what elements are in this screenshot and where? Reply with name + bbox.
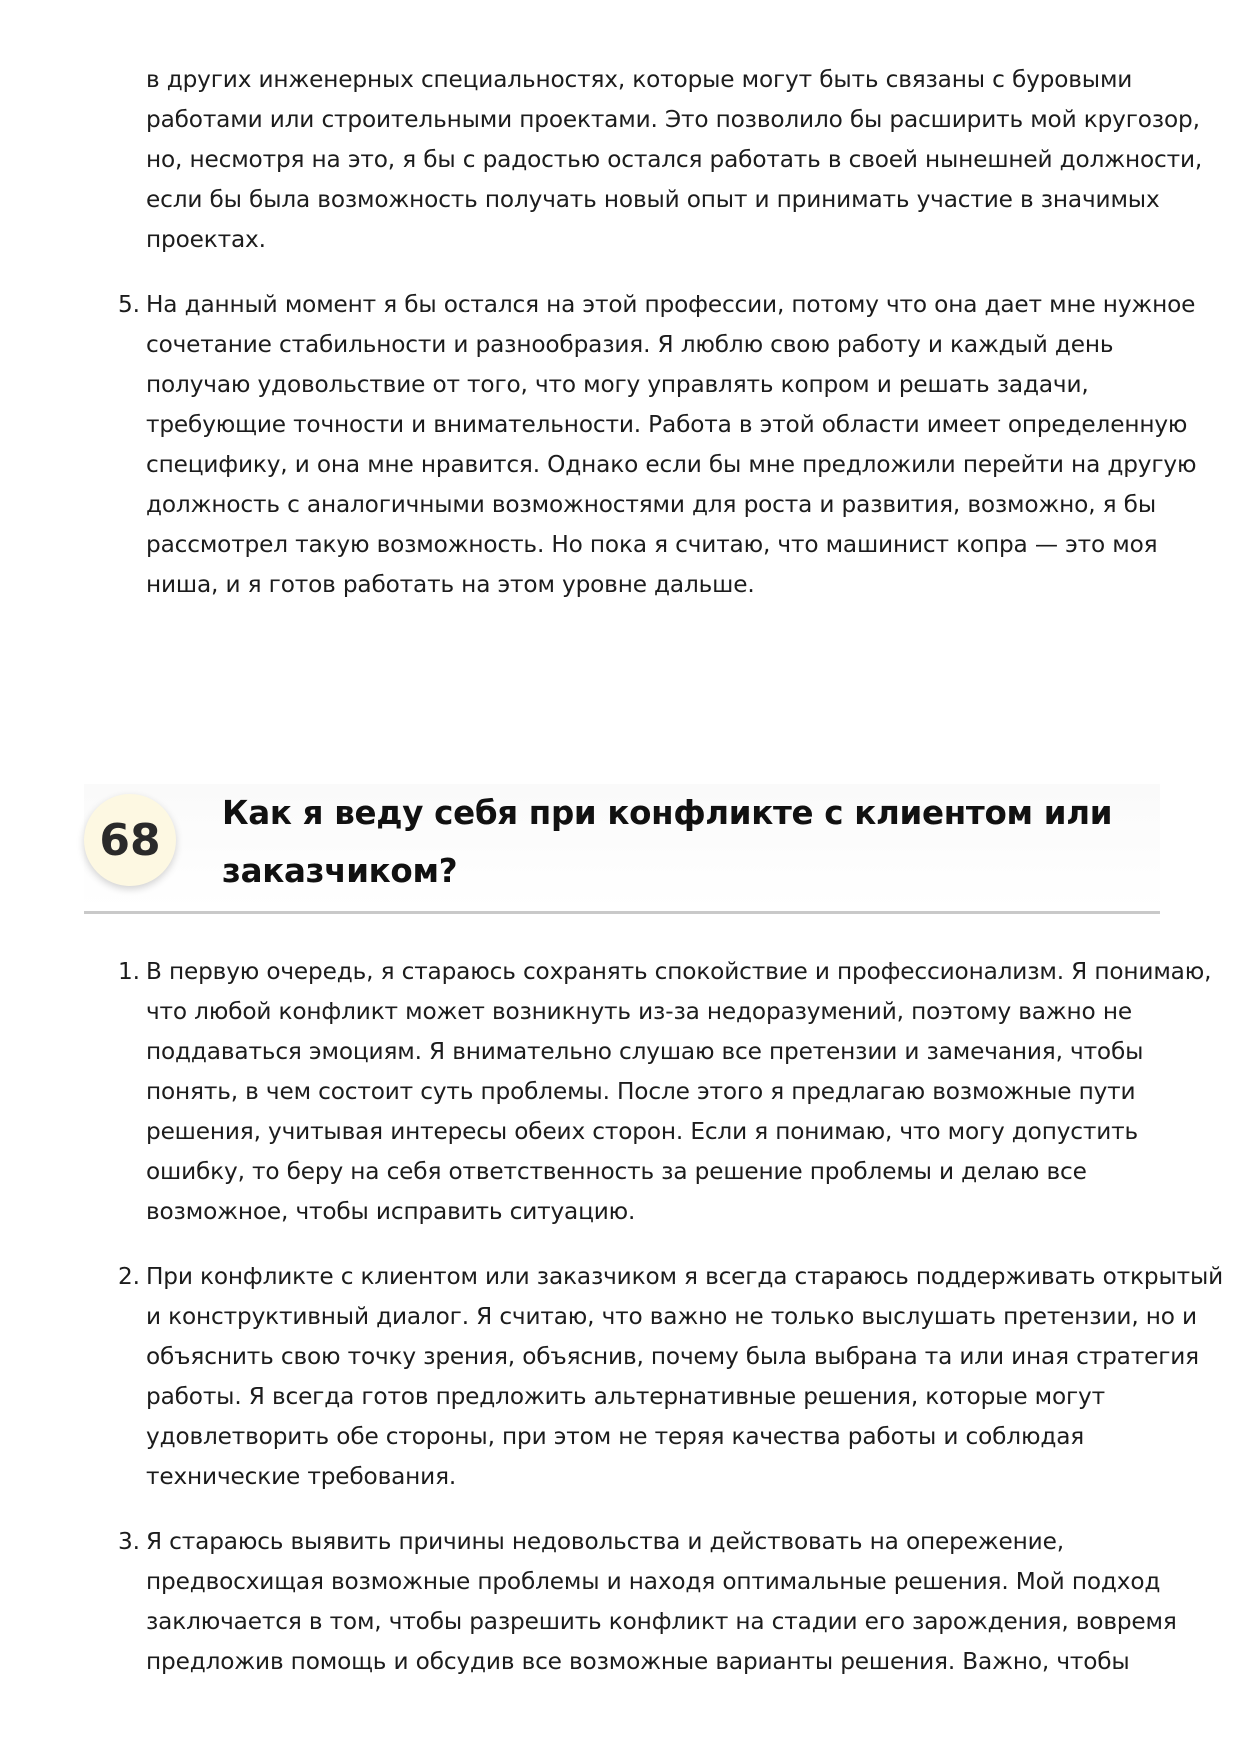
intro-paragraph [146, 60, 1203, 260]
text-line: и конструктивный диалог. Я считаю, что важно не только выслушать претензии, но и [146, 1303, 1197, 1330]
text-line: предложив помощь и обсудив все возможные варианты решения. Важно, чтобы [146, 1648, 1130, 1675]
text-line: поддаваться эмоциям. Я внимательно слушаю все претензии и замечания, чтобы [146, 1038, 1144, 1065]
text-line: ошибку, то беру на себя ответственность за решение проблемы и делаю все [146, 1158, 1087, 1185]
text-line: В первую очередь, я стараюсь сохранять спокойствие и профессионализм. Я понимаю, [146, 958, 1212, 985]
text-line: объяснить свою точку зрения, объяснив, почему была выбрана та или иная стратегия [146, 1343, 1199, 1370]
list-item-3 [118, 1522, 1177, 1682]
text-line: предвосхищая возможные проблемы и находя оптимальные решения. Мой подход [146, 1568, 1161, 1595]
text-line: решения, учитывая интересы обеих сторон. Если я понимаю, что могу допустить [146, 1118, 1139, 1145]
list-item-number: 5. [118, 291, 140, 318]
text-line: При конфликте с клиентом или заказчиком я всегда стараюсь поддерживать открытый [146, 1263, 1224, 1290]
section-title-line: Как я веду себя при конфликте с клиентом или [222, 794, 1113, 832]
text-line: в других инженерных специальностях, которые могут быть связаны с буровыми [146, 66, 1133, 93]
text-line: ниша, и я готов работать на этом уровне дальше. [146, 571, 755, 598]
text-line: получаю удовольствие от того, что могу управлять копром и решать задачи, [146, 371, 1089, 398]
text-line: должность с аналогичными возможностями для роста и развития, возможно, я бы [146, 491, 1156, 518]
list-item-number: 2. [118, 1263, 140, 1290]
list-item-2 [118, 1257, 1224, 1497]
list-item-1 [118, 952, 1212, 1232]
text-line: работы. Я всегда готов предложить альтернативные решения, которые могут [146, 1383, 1105, 1410]
section-number-badge: 68 [84, 794, 176, 886]
text-line: рассмотрел такую возможность. Но пока я считаю, что машинист копра — это моя [146, 531, 1158, 558]
text-line: проектах. [146, 226, 266, 253]
text-line: возможное, чтобы исправить ситуацию. [146, 1198, 636, 1225]
text-line: что любой конфликт может возникнуть из-за недоразумений, поэтому важно не [146, 998, 1132, 1025]
list-item-number: 3. [118, 1528, 140, 1555]
text-line: технические требования. [146, 1463, 457, 1490]
text-line: понять, в чем состоит суть проблемы. После этого я предлагаю возможные пути [146, 1078, 1136, 1105]
heading-divider [84, 911, 1160, 914]
text-line: заключается в том, чтобы разрешить конфликт на стадии его зарождения, вовремя [146, 1608, 1177, 1635]
list-item-number: 1. [118, 958, 140, 985]
text-line: сочетание стабильности и разнообразия. Я люблю свою работу и каждый день [146, 331, 1114, 358]
text-line: но, несмотря на это, я бы с радостью остался работать в своей нынешней должности, [146, 146, 1203, 173]
list-item-5 [118, 285, 1197, 605]
text-line: если бы была возможность получать новый опыт и принимать участие в значимых [146, 186, 1160, 213]
section-heading [84, 784, 1160, 912]
text-line: На данный момент я бы остался на этой профессии, потому что она дает мне нужное [146, 291, 1196, 318]
text-line: требующие точности и внимательности. Работа в этой области имеет определенную [146, 411, 1188, 438]
text-line: работами или строительными проектами. Это позволило бы расширить мой кругозор, [146, 106, 1200, 133]
section-title [222, 784, 1142, 900]
section-title-line: заказчиком? [222, 852, 458, 890]
text-line: Я стараюсь выявить причины недовольства и действовать на опережение, [146, 1528, 1064, 1555]
text-line: удовлетворить обе стороны, при этом не теряя качества работы и соблюдая [146, 1423, 1085, 1450]
text-line: специфику, и она мне нравится. Однако если бы мне предложили перейти на другую [146, 451, 1197, 478]
